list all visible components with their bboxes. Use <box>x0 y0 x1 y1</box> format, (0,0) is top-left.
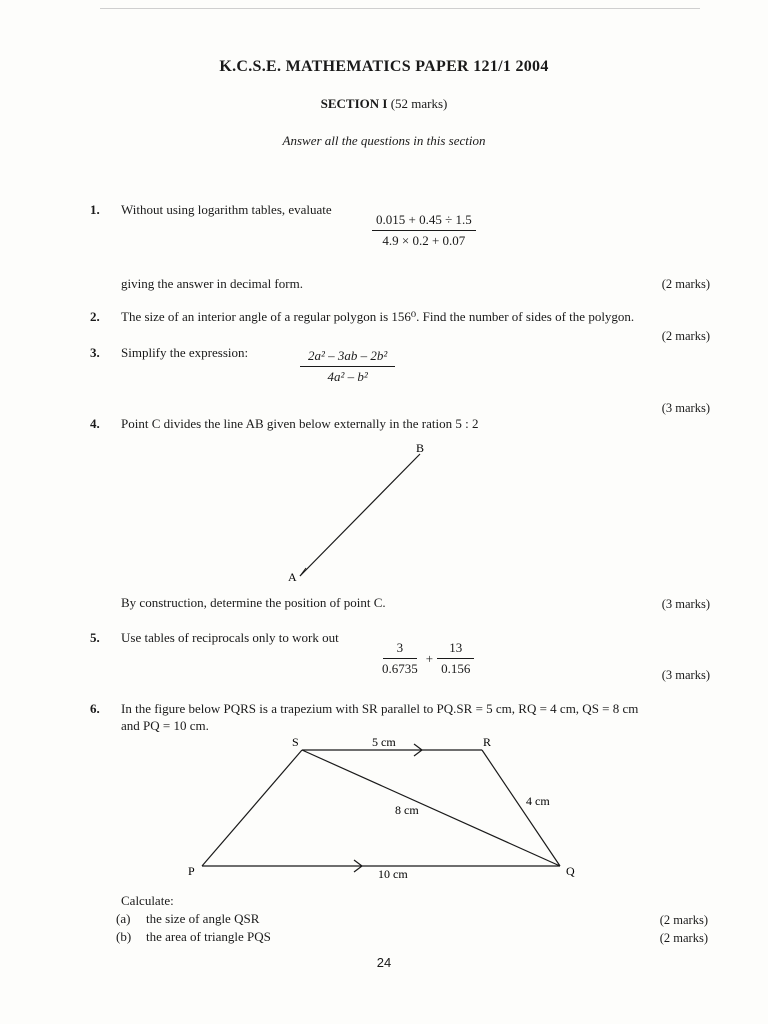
question-1-denominator: 4.9 × 0.2 + 0.07 <box>382 233 466 248</box>
question-5-fraction-1 <box>378 640 422 677</box>
vertex-q-label: Q <box>566 864 575 878</box>
question-4-text: Point C divides the line AB given below externally in the ration 5 : 2 <box>121 416 479 431</box>
point-b-label: B <box>416 441 425 455</box>
length-pq-label: 10 cm <box>378 867 408 881</box>
scan-edge-line <box>100 8 700 9</box>
point-a-label: A <box>288 570 297 584</box>
question-4-marks: (3 marks) <box>661 597 710 611</box>
question-5-fraction-2 <box>437 640 474 677</box>
part-a-label: (a) <box>116 911 131 926</box>
trapezium-diagram <box>180 732 600 882</box>
part-b-marks: (2 marks) <box>659 931 708 945</box>
question-2-marks: (2 marks) <box>661 329 710 343</box>
plus-sign: + <box>425 650 434 666</box>
part-b-text: the area of triangle PQS <box>146 929 271 944</box>
question-1-number: 1. <box>90 202 100 217</box>
question-5-numerator-1: 3 <box>383 640 418 659</box>
question-1-marks: (2 marks) <box>661 277 710 291</box>
question-2-text: The size of an interior angle of a regular polygon is 156⁰. Find the number of sides of the polygon. <box>121 309 635 324</box>
question-5-number: 5. <box>90 630 100 645</box>
vertex-p-label: P <box>188 864 195 878</box>
vertex-s-label: S <box>292 735 299 749</box>
question-2-number: 2. <box>90 309 100 324</box>
calculate-heading: Calculate: <box>121 893 174 908</box>
question-1-text-continued: giving the answer in decimal form. <box>121 276 303 291</box>
part-a-text: the size of angle QSR <box>146 911 260 926</box>
question-3-denominator: 4a² – b² <box>327 369 368 384</box>
question-4-text-continued: By construction, determine the position of point C. <box>121 595 386 610</box>
vertex-r-label: R <box>483 735 492 749</box>
line-ab-diagram <box>280 436 450 586</box>
question-3-text: Simplify the expression: <box>121 345 249 360</box>
section-heading <box>0 96 768 112</box>
part-b-label: (b) <box>116 929 132 944</box>
line-ab-endpoint-mark <box>300 568 306 576</box>
question-5-marks: (3 marks) <box>661 668 710 682</box>
question-3-fraction <box>300 348 395 385</box>
question-1-fraction <box>372 212 476 249</box>
section-label: SECTION I <box>320 96 388 111</box>
question-6-number: 6. <box>90 701 100 716</box>
length-rq-label: 4 cm <box>526 794 550 808</box>
question-5-text: Use tables of reciprocals only to work out <box>121 630 339 645</box>
question-6-text: In the figure below PQRS is a trapezium with SR parallel to PQ.SR = 5 cm, RQ = 4 cm, QS = 8 cm <box>121 701 639 716</box>
line-ab <box>300 454 420 576</box>
question-5-expression <box>378 640 474 677</box>
question-6-text-continued: and PQ = 10 cm. <box>121 718 209 733</box>
length-sr-label: 5 cm <box>372 735 396 749</box>
part-a-marks: (2 marks) <box>659 913 708 927</box>
question-3-number: 3. <box>90 345 100 360</box>
question-3-numerator: 2a² – 3ab – 2b² <box>300 348 395 367</box>
paper-title: K.C.S.E. MATHEMATICS PAPER 121/1 2004 <box>219 58 549 75</box>
question-4-number: 4. <box>90 416 100 431</box>
question-3-marks: (3 marks) <box>661 401 710 415</box>
question-5-denominator-2: 0.156 <box>441 661 471 676</box>
section-instruction: Answer all the questions in this section <box>282 133 486 148</box>
question-1-text: Without using logarithm tables, evaluate <box>121 202 332 217</box>
question-5-numerator-2: 13 <box>437 640 474 659</box>
question-1-numerator: 0.015 + 0.45 ÷ 1.5 <box>372 212 476 231</box>
side-ps <box>202 750 302 866</box>
section-marks: (52 marks) <box>387 96 448 111</box>
length-qs-label: 8 cm <box>395 803 419 817</box>
question-5-denominator-1: 0.6735 <box>382 661 418 676</box>
page-number: 24 <box>376 955 392 970</box>
